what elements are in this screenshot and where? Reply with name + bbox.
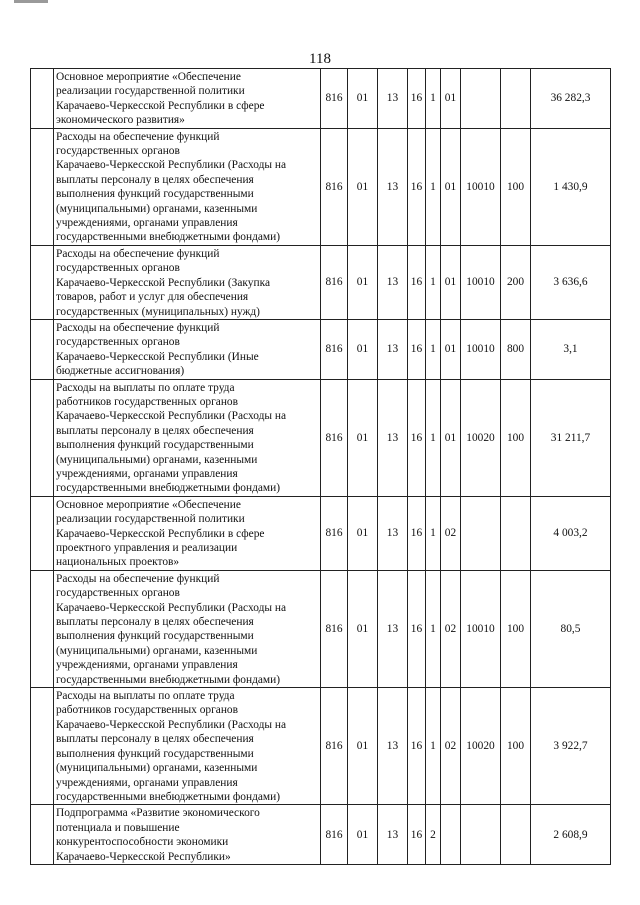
event-code-cell: 01 <box>441 69 461 129</box>
subprogram-code-cell: 1 <box>426 69 441 129</box>
description-line: Карачаево-Черкесской Республики» <box>56 850 231 863</box>
event-code-cell: 01 <box>441 319 461 379</box>
description-line: учреждениями, органами управления <box>56 659 238 672</box>
program-code-cell: 16 <box>408 805 426 865</box>
description-line: Карачаево-Черкесской Республики в сфере <box>56 99 265 112</box>
description-line: Расходы на обеспечение функций <box>56 130 220 143</box>
row-number-cell <box>31 319 54 379</box>
section-code-cell: 01 <box>348 319 378 379</box>
description-cell <box>54 496 321 570</box>
description-line: Карачаево-Черкесской Республики в сфере <box>56 527 265 540</box>
amount-cell: 3 636,6 <box>531 245 611 319</box>
description-cell <box>54 245 321 319</box>
subprogram-code-cell: 1 <box>426 319 441 379</box>
table-row <box>31 69 611 129</box>
description-line: проектного управления и реализации <box>56 542 238 554</box>
description-line: работников государственных органов <box>56 395 239 408</box>
row-number-cell <box>31 245 54 319</box>
table-body <box>31 69 611 865</box>
amount-cell: 4 003,2 <box>531 496 611 570</box>
description-line: Карачаево-Черкесской Республики (Иные <box>56 350 259 363</box>
description-line: (муниципальными) органами, казенными <box>56 644 258 657</box>
event-code-cell: 02 <box>441 496 461 570</box>
description-line: выплаты персоналу в целях обеспечения <box>56 173 254 186</box>
direction-code-cell: 10010 <box>461 319 501 379</box>
section-code-cell: 01 <box>348 379 378 496</box>
expense-type-code-cell: 800 <box>501 319 531 379</box>
direction-code-cell <box>461 496 501 570</box>
section-code-cell: 01 <box>348 805 378 865</box>
description-cell <box>54 570 321 687</box>
direction-code-cell: 10010 <box>461 570 501 687</box>
table-row <box>31 688 611 805</box>
expense-type-code-cell: 100 <box>501 570 531 687</box>
program-code-cell: 16 <box>408 128 426 245</box>
description-line: (муниципальными) органами, казенными <box>56 453 258 466</box>
budget-table <box>30 68 611 865</box>
description-line: Расходы на обеспечение функций <box>56 321 220 334</box>
event-code-cell <box>441 805 461 865</box>
subprogram-code-cell: 1 <box>426 128 441 245</box>
admin-code-cell: 816 <box>321 319 348 379</box>
expense-type-code-cell <box>501 805 531 865</box>
subsection-code-cell: 13 <box>378 245 408 319</box>
row-number-cell <box>31 379 54 496</box>
event-code-cell: 01 <box>441 245 461 319</box>
description-line: Карачаево-Черкесской Республики (Расходы на <box>56 159 287 172</box>
admin-code-cell: 816 <box>321 570 348 687</box>
description-line: выполнения функций государственными <box>56 439 254 452</box>
event-code-cell: 02 <box>441 688 461 805</box>
subprogram-code-cell: 1 <box>426 245 441 319</box>
description-line: государственных органов <box>56 587 180 600</box>
description-line: товаров, работ и услуг для обеспечения <box>56 291 249 304</box>
description-line: выплаты персоналу в целях обеспечения <box>56 733 254 746</box>
expense-type-code-cell: 100 <box>501 379 531 496</box>
table-row <box>31 570 611 687</box>
direction-code-cell <box>461 69 501 129</box>
direction-code-cell: 10010 <box>461 128 501 245</box>
amount-cell: 80,5 <box>531 570 611 687</box>
description-line: реализации государственной политики <box>56 85 245 98</box>
page-number: 118 <box>309 51 331 67</box>
row-number-cell <box>31 128 54 245</box>
description-line: выплаты персоналу в целях обеспечения <box>56 424 254 437</box>
amount-cell: 1 430,9 <box>531 128 611 245</box>
subsection-code-cell: 13 <box>378 688 408 805</box>
section-code-cell: 01 <box>348 688 378 805</box>
description-cell <box>54 69 321 129</box>
subsection-code-cell: 13 <box>378 570 408 687</box>
scan-artifact-mark <box>14 0 48 3</box>
row-number-cell <box>31 688 54 805</box>
subprogram-code-cell: 1 <box>426 570 441 687</box>
description-line: выполнения функций государственными <box>56 747 254 760</box>
event-code-cell: 01 <box>441 128 461 245</box>
subprogram-code-cell: 2 <box>426 805 441 865</box>
direction-code-cell: 10020 <box>461 379 501 496</box>
description-line: конкурентоспособности экономики <box>56 836 229 849</box>
program-code-cell: 16 <box>408 379 426 496</box>
description-line: (муниципальными) органами, казенными <box>56 762 258 775</box>
subsection-code-cell: 13 <box>378 69 408 129</box>
section-code-cell: 01 <box>348 69 378 129</box>
description-line: Расходы на обеспечение функций <box>56 247 220 260</box>
subsection-code-cell: 13 <box>378 128 408 245</box>
description-line: Карачаево-Черкесской Республики (Закупка <box>56 276 271 289</box>
description-line: государственных органов <box>56 336 180 349</box>
description-line: Расходы на обеспечение функций <box>56 572 220 585</box>
program-code-cell: 16 <box>408 69 426 129</box>
subsection-code-cell: 13 <box>378 496 408 570</box>
description-line: государственных (муниципальных) нужд) <box>56 305 260 318</box>
event-code-cell: 01 <box>441 379 461 496</box>
section-code-cell: 01 <box>348 128 378 245</box>
description-line: Карачаево-Черкесской Республики (Расходы на <box>56 601 287 614</box>
row-number-cell <box>31 805 54 865</box>
description-line: Подпрограмма «Развитие экономического <box>56 807 260 820</box>
description-line: бюджетные ассигнования) <box>56 365 185 378</box>
description-line: Основное мероприятие «Обеспечение <box>56 498 241 511</box>
description-line: государственных органов <box>56 145 180 158</box>
description-line: Расходы на выплаты по оплате труда <box>56 690 235 703</box>
description-line: Карачаево-Черкесской Республики (Расходы на <box>56 718 287 731</box>
description-line: экономического развития» <box>56 114 185 127</box>
table-row <box>31 805 611 865</box>
admin-code-cell: 816 <box>321 69 348 129</box>
description-cell <box>54 688 321 805</box>
subprogram-code-cell: 1 <box>426 496 441 570</box>
section-code-cell: 01 <box>348 496 378 570</box>
subsection-code-cell: 13 <box>378 319 408 379</box>
subsection-code-cell: 13 <box>378 805 408 865</box>
description-line: государственными внебюджетными фондами) <box>56 231 281 244</box>
expense-type-code-cell: 100 <box>501 688 531 805</box>
program-code-cell: 16 <box>408 570 426 687</box>
description-line: Основное мероприятие «Обеспечение <box>56 71 241 83</box>
row-number-cell <box>31 69 54 129</box>
expense-type-code-cell: 100 <box>501 128 531 245</box>
description-line: работников государственных органов <box>56 704 239 717</box>
admin-code-cell: 816 <box>321 245 348 319</box>
admin-code-cell: 816 <box>321 805 348 865</box>
description-cell <box>54 805 321 865</box>
expense-type-code-cell: 200 <box>501 245 531 319</box>
direction-code-cell: 10010 <box>461 245 501 319</box>
direction-code-cell: 10020 <box>461 688 501 805</box>
description-cell <box>54 128 321 245</box>
description-line: (муниципальными) органами, казенными <box>56 202 258 215</box>
table-row <box>31 245 611 319</box>
description-line: учреждениями, органами управления <box>56 776 238 789</box>
program-code-cell: 16 <box>408 245 426 319</box>
amount-cell: 36 282,3 <box>531 69 611 129</box>
description-line: государственных органов <box>56 262 180 275</box>
row-number-cell <box>31 570 54 687</box>
description-cell <box>54 319 321 379</box>
row-number-cell <box>31 496 54 570</box>
program-code-cell: 16 <box>408 688 426 805</box>
description-line: национальных проектов» <box>56 556 180 569</box>
admin-code-cell: 816 <box>321 688 348 805</box>
amount-cell: 31 211,7 <box>531 379 611 496</box>
admin-code-cell: 816 <box>321 128 348 245</box>
description-line: Расходы на выплаты по оплате труда <box>56 381 235 394</box>
description-line: выполнения функций государственными <box>56 630 254 643</box>
description-line: учреждениями, органами управления <box>56 217 238 230</box>
description-line: государственными внебюджетными фондами) <box>56 790 281 803</box>
subprogram-code-cell: 1 <box>426 379 441 496</box>
table-row <box>31 128 611 245</box>
subsection-code-cell: 13 <box>378 379 408 496</box>
section-code-cell: 01 <box>348 570 378 687</box>
description-cell <box>54 379 321 496</box>
section-code-cell: 01 <box>348 245 378 319</box>
amount-cell: 2 608,9 <box>531 805 611 865</box>
expense-type-code-cell <box>501 496 531 570</box>
program-code-cell: 16 <box>408 496 426 570</box>
program-code-cell: 16 <box>408 319 426 379</box>
description-line: Карачаево-Черкесской Республики (Расходы на <box>56 410 287 423</box>
direction-code-cell <box>461 805 501 865</box>
description-line: потенциала и повышение <box>56 821 180 834</box>
amount-cell: 3 922,7 <box>531 688 611 805</box>
table-row <box>31 496 611 570</box>
description-line: выплаты персоналу в целях обеспечения <box>56 616 254 629</box>
expense-type-code-cell <box>501 69 531 129</box>
description-line: реализации государственной политики <box>56 513 245 526</box>
table-row <box>31 379 611 496</box>
description-line: учреждениями, органами управления <box>56 467 238 480</box>
admin-code-cell: 816 <box>321 496 348 570</box>
description-line: выполнения функций государственными <box>56 188 254 201</box>
description-line: государственными внебюджетными фондами) <box>56 482 281 495</box>
table-row <box>31 319 611 379</box>
admin-code-cell: 816 <box>321 379 348 496</box>
subprogram-code-cell: 1 <box>426 688 441 805</box>
description-line: государственными внебюджетными фондами) <box>56 673 281 686</box>
event-code-cell: 02 <box>441 570 461 687</box>
amount-cell: 3,1 <box>531 319 611 379</box>
